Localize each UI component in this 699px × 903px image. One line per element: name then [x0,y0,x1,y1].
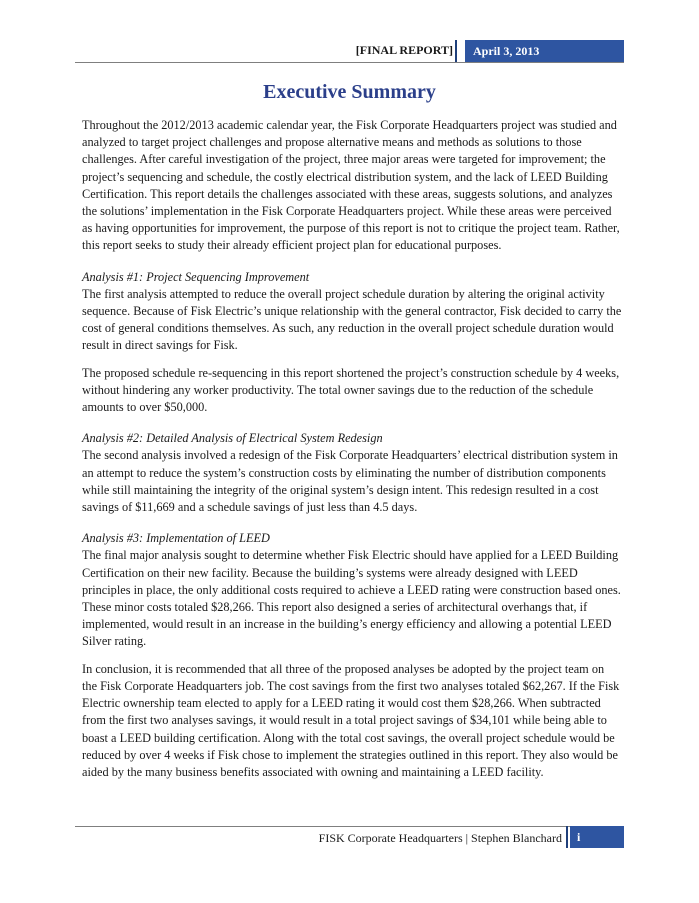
analysis-3-heading: Analysis #3: Implementation of LEED [82,531,270,546]
page-number-box [570,826,624,848]
page-title: Executive Summary [263,81,436,103]
analysis-1-section [82,269,622,417]
document-body [82,117,622,791]
analysis-2-paragraph-1: The second analysis involved a redesign of the Fisk Corporate Headquarters’ electrical distribution system in an attempt to reduce the system’s construction costs by eliminating the number of distribution components while still maintaining the integrity of the original system’s design intent. This redesign resulted in a cost savings of $11,669 and a schedule savings of just less than 4.5 days. [82,448,618,515]
report-date: April 3, 2013 [473,44,540,58]
footer-text: FISK Corporate Headquarters | Stephen Blanchard [318,831,562,845]
conclusion-paragraph: In conclusion, it is recommended that all three of the proposed analyses be adopted by the project team on the Fisk Corporate Headquarters job. The cost savings from the first two analyses totaled $62,267. If the Fisk Electric ownership team elected to apply for a LEED rating it would cost them $28,266. When subtracted from the first two analyses savings, it would result in a total project savings of $34,101 while being able to boast a LEED building certification. Along with the total cost savings, the overall project schedule would be reduced by over 4 weeks if Fisk chose to implement the strategies outlined in this report. They also would be aided by the many business benefits associated with owning and maintaining a LEED facility. [82,661,620,779]
analysis-1-heading: Analysis #1: Project Sequencing Improvement [82,269,310,284]
analysis-1-paragraph-2: The proposed schedule re-sequencing in this report shortened the project’s construction schedule by 4 weeks, without hindering any worker productivity. The total owner savings due to the reduction of the schedule amounts to over $50,000. [82,365,620,415]
analysis-3-section [82,530,622,650]
page-header [75,40,624,63]
footer-divider [566,826,568,848]
analysis-2-heading: Analysis #2: Detailed Analysis of Electrical System Redesign [82,431,383,446]
report-label: [FINAL REPORT] [355,43,453,57]
analysis-1-paragraph-1: The first analysis attempted to reduce the overall project schedule duration by altering the original activity sequence. Because of Fisk Electric’s unique relationship with the general contractor, Fisk decided to carry the cost of general conditions themselves. As such, any reduction in the overall project schedule duration would result in direct savings for Fisk. [82,286,622,353]
intro-paragraph: Throughout the 2012/2013 academic calendar year, the Fisk Corporate Headquarters project was studied and analyzed to target project challenges and propose alternative means and methods as solutions to those challenges. After careful investigation of the project, three major areas were targeted for improvement; the project’s sequencing and schedule, the costly electrical distribution system, and the lack of LEED Building Certification. This report details the challenges associated with these areas, suggests solutions, and analyzes the solutions’ implementation in the Fisk Corporate Headquarters project. While these areas were perceived as having opportunities for improvement, the purpose of this report is not to critique the project team. Rather, this report seeks to study their already efficient project plan for educational purposes. [82,118,620,253]
header-divider [455,40,457,63]
date-box [465,40,624,63]
page-footer [75,826,624,848]
header-rule [75,62,624,63]
footer-rule [75,826,624,827]
page-number: i [577,830,581,844]
analysis-2-section [82,430,622,516]
analysis-3-paragraph-1: The final major analysis sought to determine whether Fisk Electric should have applied for a LEED Building Certification on their new facility. Because the building’s systems were already designed with LEED principles in place, the only additional costs required to achieve a LEED rating were construction based ones. These minor costs totaled $28,266. This report also designed a series of architectural overhangs that, if implemented, would result in an increase in the building’s energy efficiency and allowing a potential LEED Silver rating. [82,548,621,649]
